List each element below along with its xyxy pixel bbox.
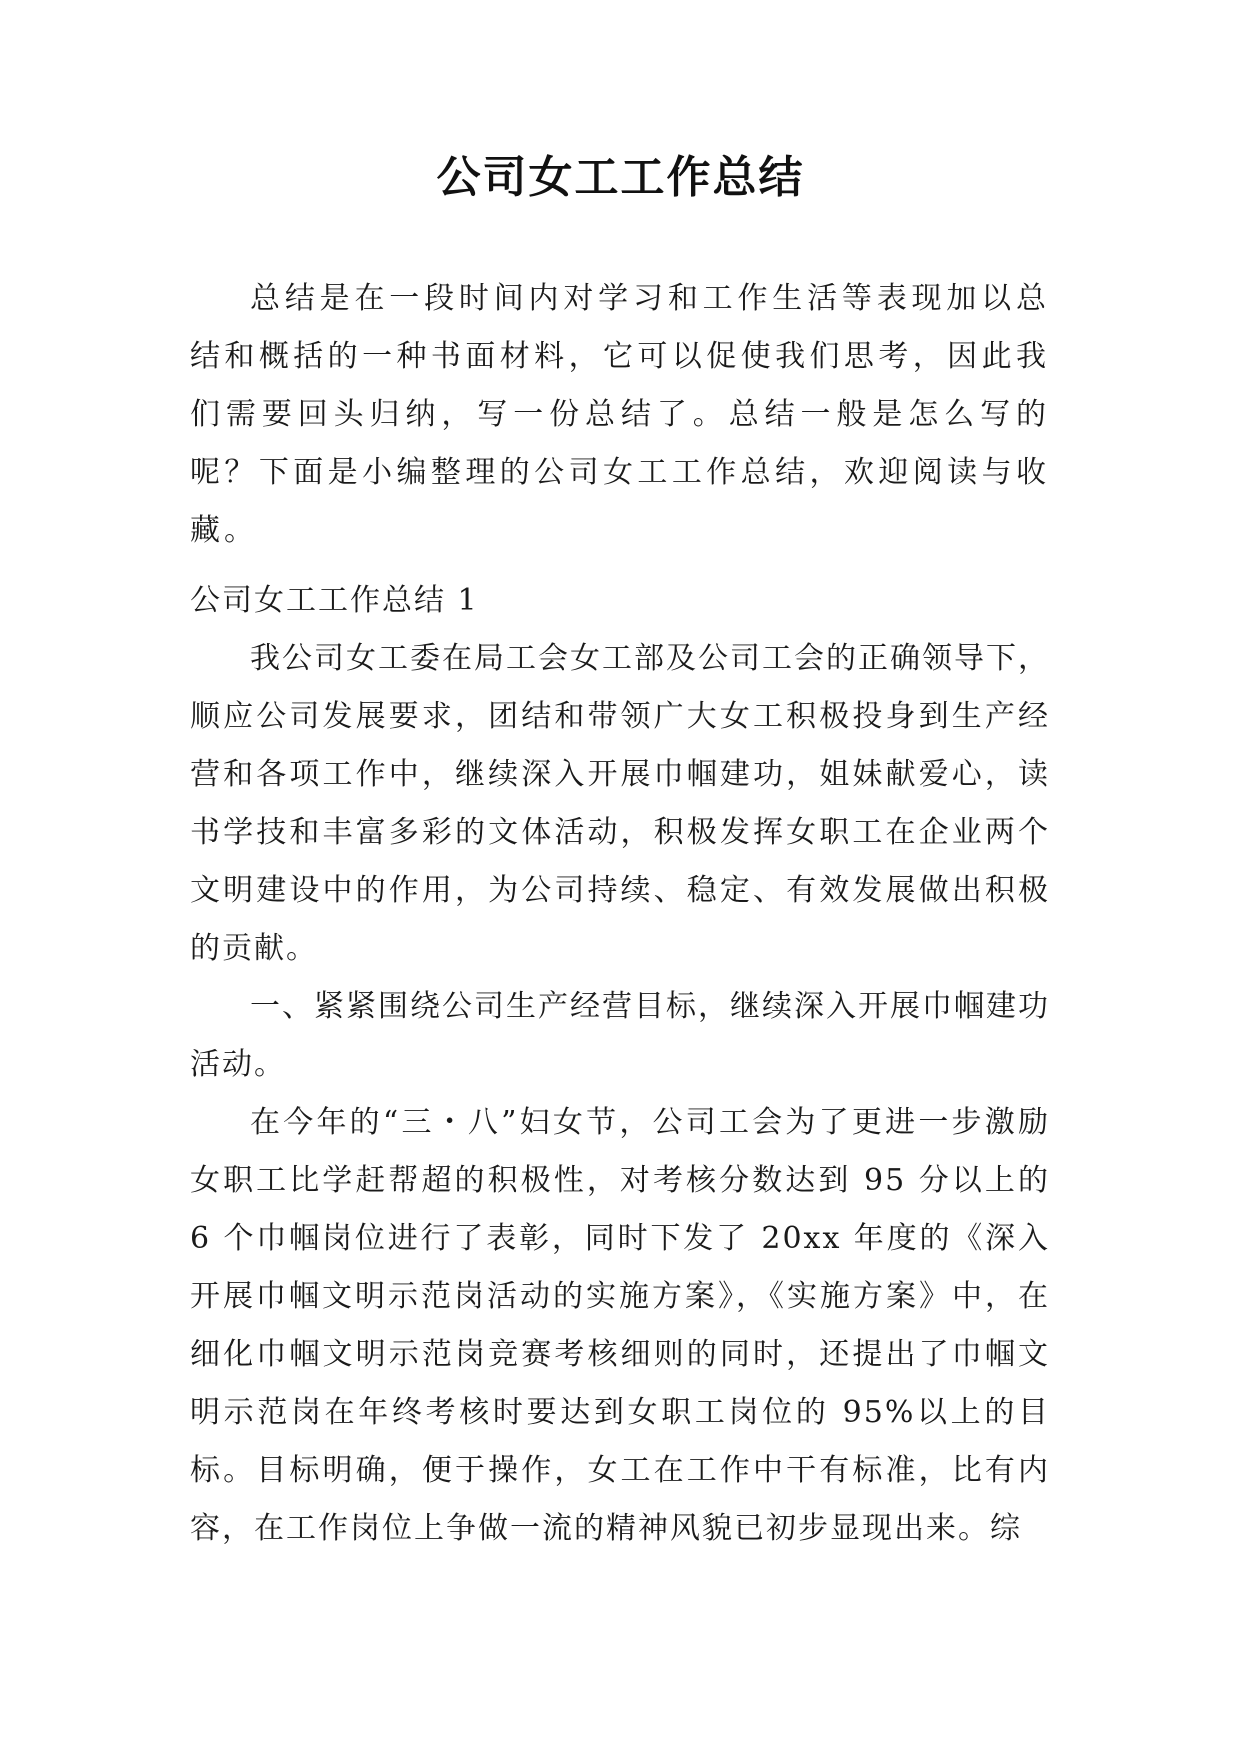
document-title: 公司女工工作总结 (436, 152, 805, 203)
section-1 (190, 572, 1050, 1558)
body-paragraph: 在今年的“三・八”妇女节，公司工会为了更进一步激励女职工比学赶帮超的积极性，对考核分数达到 95 分以上的 6 个巾帼岗位进行了表彰，同时下发了 20xx 年度的《深入开展巾帼文明示范岗活动的实施方案》，《实施方案》中，在细化巾帼文明示范岗竞赛考核细则的同时，还提出了巾帼文明示范岗在年终考核时要达到女职工岗位的 95%以上的目标。目标明确，便于操作，女工在工作中干有标准，比有内容，在工作岗位上争做一流的精神风貌已初步显现出来。综 (190, 1105, 1050, 1546)
intro-paragraph: 总结是在一段时间内对学习和工作生活等表现加以总结和概括的一种书面材料，它可以促使我们思考，因此我们需要回头归纳，写一份总结了。总结一般是怎么写的呢？下面是小编整理的公司女工工作总结，欢迎阅读与收藏。 (190, 281, 1050, 548)
body-paragraph: 我公司女工委在局工会女工部及公司工会的正确领导下，顺应公司发展要求，团结和带领广大女工积极投身到生产经营和各项工作中，继续深入开展巾帼建功，姐妹献爱心，读书学技和丰富多彩的文体活动，积极发挥女职工在企业两个文明建设中的作用，为公司持续、稳定、有效发展做出积极的贡献。 (190, 641, 1050, 966)
intro-block (190, 270, 1050, 560)
subheading-paragraph: 一、紧紧围绕公司生产经营目标，继续深入开展巾帼建功活动。 (190, 989, 1050, 1082)
section-heading: 公司女工工作总结 1 (190, 583, 479, 618)
